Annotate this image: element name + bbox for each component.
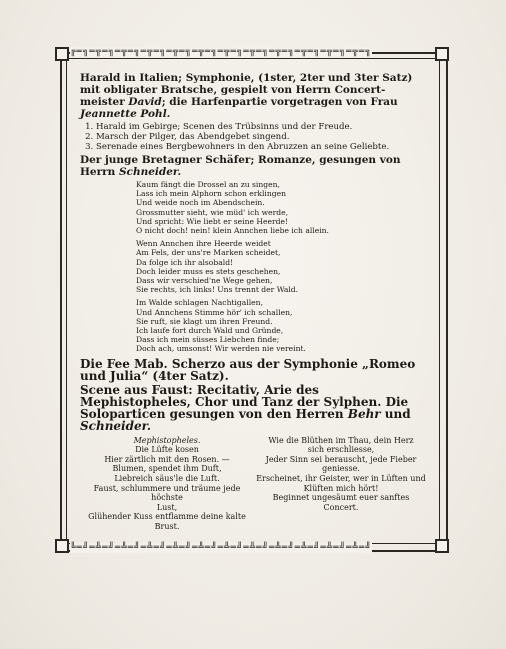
verse-line: Grossmutter sieht, wie müd' ich werde,: [136, 207, 289, 217]
verse-line: Hier zärtlich mit den Rosen. —: [104, 454, 230, 464]
verse-line: Klüften mich hört!: [303, 483, 379, 493]
verse-line: Glühender Kuss entflamme deine kalte Brust.: [88, 512, 246, 531]
verse-line: Doch leider muss es stets geschehen,: [136, 266, 281, 276]
verse-line: Lust,: [156, 502, 178, 512]
lyrics-right-column: [254, 436, 428, 532]
verse-line: Sie ruft, sie klagt um ihren Freund.: [136, 316, 273, 326]
verse-line: Erscheinet, ihr Geister, wer in Lüften und: [256, 474, 426, 484]
harald-title: Harald in Italien; Symphonie, (1ster, 2ter und 3ter Satz) mit obligater Bratsche, gespielt von Herrn Concert-meister: [80, 72, 413, 108]
stanza: [136, 180, 428, 235]
performer-pohl: Jeannette Pohl.: [80, 108, 171, 120]
movement-item: 3. Serenade eines Bergbewohners in den Abruzzen an seine Geliebte.: [96, 142, 428, 152]
performer-schneider: Schneider.: [118, 166, 182, 178]
verse-line: Beginnet ungesäumt euer sanftes Concert.: [272, 493, 410, 512]
program-item-bretagner: [80, 154, 428, 178]
verse-line: Und Annchens Stimme hör' ich schallen,: [136, 307, 293, 317]
harald-title-cont: ; die Harfenpartie vorgetragen von Frau: [161, 96, 398, 108]
movement-item: 2. Marsch der Pilger, das Abendgebet singend.: [96, 132, 428, 142]
verse-line: Am Fels, der uns're Marken scheidet,: [136, 248, 281, 258]
faust-lyrics: [80, 436, 428, 532]
performer-schneider-2: Schneider.: [80, 418, 152, 433]
corner-ornament-top-right: [435, 47, 449, 61]
lyrics-left-column: [80, 436, 254, 532]
verse-line: Wie die Blüthen im Thau, dein Herz: [268, 435, 414, 445]
stanza: [136, 298, 428, 353]
corner-ornament-top-left: [55, 47, 69, 61]
corner-ornament-bottom-left: [55, 539, 69, 553]
verse-line: Dass ich mein süsses Liebchen finde;: [136, 335, 280, 345]
bretagner-title: Der junge Bretagner Schäfer; Romanze, gesungen von Herrn: [80, 154, 401, 178]
verse-line: Da folge ich ihr alsobald!: [136, 257, 234, 267]
romance-lyrics: [80, 180, 428, 354]
program-content: [80, 72, 428, 532]
stanza: [136, 239, 428, 294]
faust-und: und: [380, 406, 411, 421]
character-heading: Mephistopheles.: [133, 435, 201, 445]
movement-list: [80, 122, 428, 152]
verse-line: Kaum fängt die Drossel an zu singen,: [136, 180, 280, 189]
program-item-fee-mab: Die Fee Mab. Scherzo aus der Symphonie „Romeo und Julia“ (4ter Satz).: [80, 356, 416, 383]
program-item-faust: [80, 384, 428, 432]
performer-david: David: [128, 96, 162, 108]
verse-line: Im Walde schlagen Nachtigallen,: [136, 298, 263, 308]
verse-line: Blumen, spendet ihm Duft,: [112, 464, 222, 474]
verse-line: Ich laufe fort durch Wald und Gründe,: [136, 326, 284, 336]
performer-behr: Behr: [347, 406, 381, 421]
verse-line: Sie rechts, ich links! Uns trennt der Wald.: [136, 285, 299, 295]
verse-line: Jeder Sinn sei berauscht, jede Fieber: [265, 454, 417, 464]
faust-title: Scene aus Faust: Recitativ, Arie des Mephistopheles, Chor und Tanz der Sylphen. Die Soloparticen gesungen von den Herren: [80, 382, 409, 421]
verse-line: Faust, schlummere und träume jede höchste: [93, 483, 241, 503]
verse-line: Und spricht: Wie liebt er seine Heerde!: [136, 216, 289, 226]
verse-line: Die Lüfte kosen: [135, 445, 199, 455]
verse-line: Doch ach, umsonst! Wir werden nie vereint.: [136, 344, 306, 354]
verse-line: Dass wir verschied'ne Wege gehen,: [136, 276, 273, 286]
meander-border-top: ╔═╗═╦═╗═╦═╗═╦═╗═╦═╗═╦═╗═╦═╗═╦═╗═╦═╗═╦═╗═╦═╗═╦═╗: [70, 47, 372, 57]
verse-line: sich erschliesse,: [307, 445, 375, 455]
movement-item: 1. Harald im Gebirge; Scenen des Trübsinns und der Freude.: [96, 122, 428, 132]
verse-line: Wenn Annchen ihre Heerde weidet: [136, 239, 271, 249]
meander-border-bottom: ╚═╝═╩═╝═╩═╝═╩═╝═╩═╝═╩═╝═╩═╝═╩═╝═╩═╝═╩═╝═╩═╝═╩═╝: [70, 543, 372, 553]
verse-line: geniesse.: [322, 464, 360, 474]
verse-line: Und weide noch im Abendschein.: [136, 198, 265, 208]
corner-ornament-bottom-right: [435, 539, 449, 553]
verse-line: O nicht doch! nein! klein Annchen liebe ich allein.: [136, 226, 329, 236]
verse-line: Liebreich säus'le die Luft.: [114, 474, 220, 484]
verse-line: Lass ich mein Alphorn schon erklingen: [136, 189, 286, 199]
program-item-harald: [80, 72, 428, 120]
